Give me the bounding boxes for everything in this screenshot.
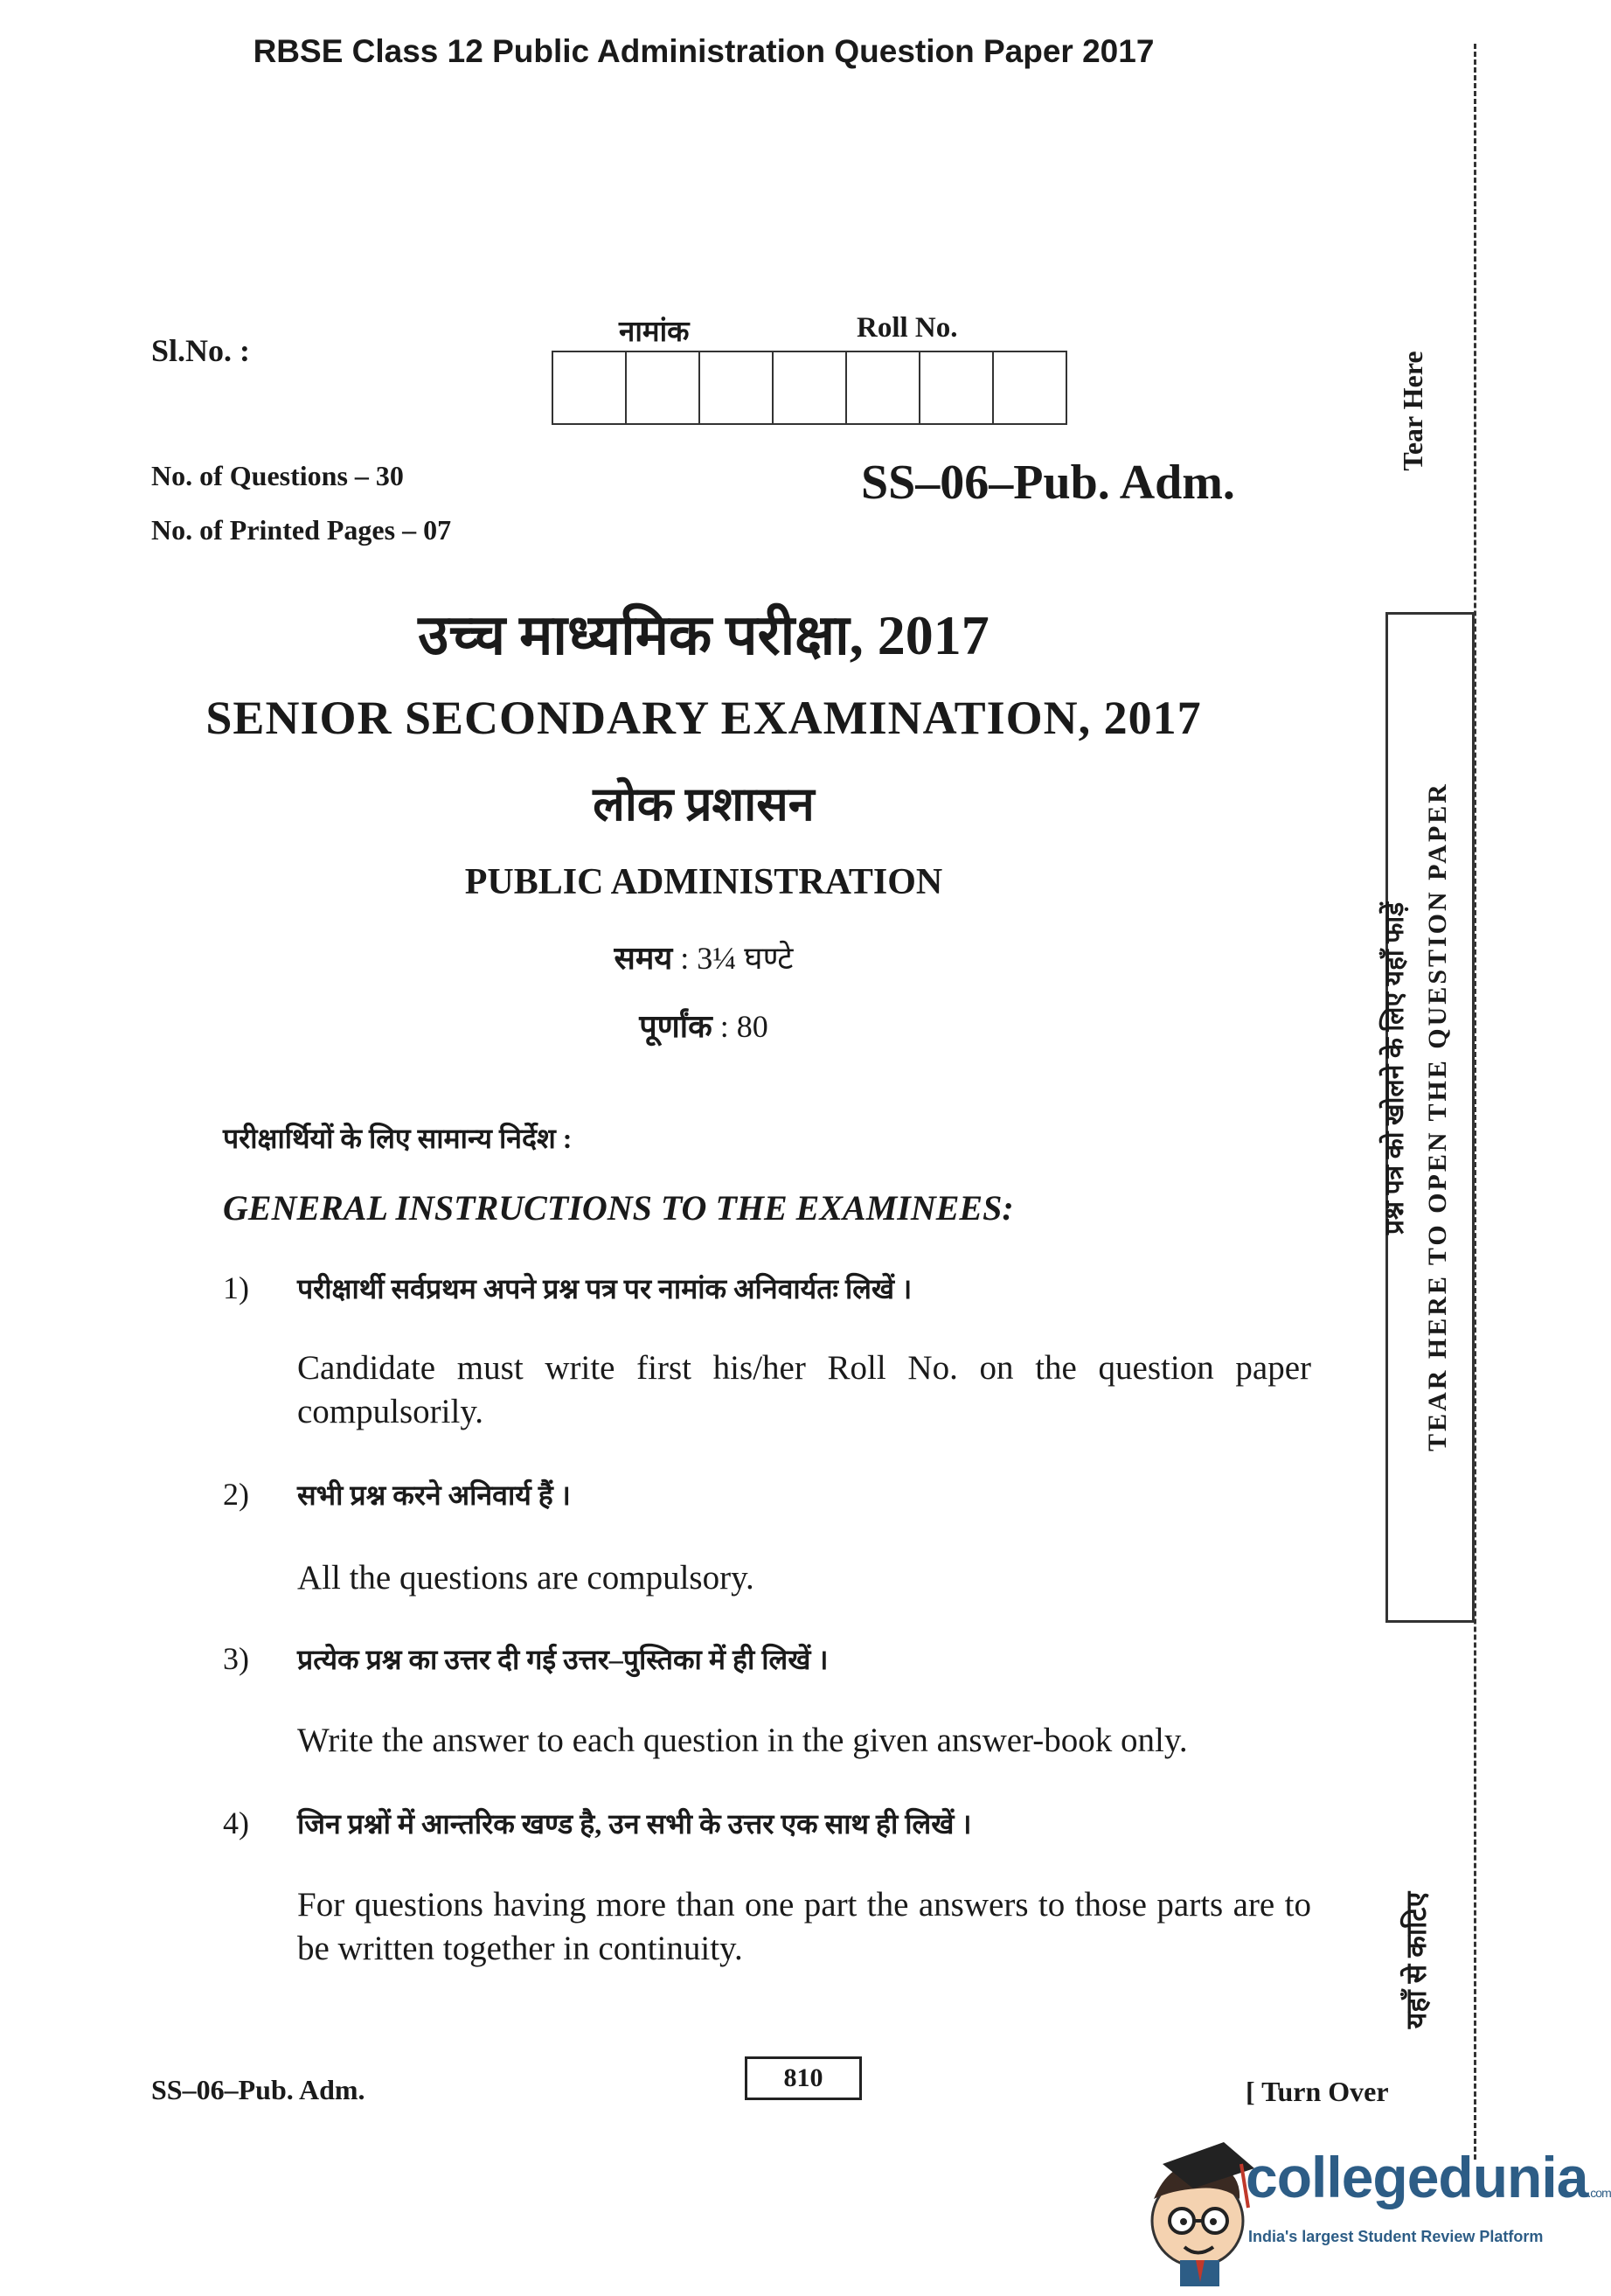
- instructions-heading-hindi: परीक्षार्थियों के लिए सामान्य निर्देश :: [223, 1123, 573, 1154]
- brand-suffix: .com: [1587, 2186, 1611, 2200]
- instruction-text-hindi: जिन प्रश्नों में आन्तरिक खण्ड है, उन सभी के उत्तर एक साथ ही लिखें ।: [297, 1808, 972, 1840]
- maximum-marks: [0, 1004, 1407, 1047]
- marks-label: पूर्णांक: [639, 1009, 712, 1044]
- brand-name-text: collegedunia: [1246, 2145, 1588, 2209]
- roll-digit-box[interactable]: [919, 351, 994, 425]
- tear-here-label: Tear Here: [1397, 351, 1428, 471]
- paper-code: SS–06–Pub. Adm.: [861, 456, 1235, 510]
- instruction-text-english: For questions having more than one part the answers to those parts are to be written together in continuity.: [297, 1886, 1311, 1967]
- page-number-box: 810: [745, 2056, 862, 2100]
- roll-digit-box[interactable]: [552, 351, 627, 425]
- footer-paper-code: SS–06–Pub. Adm.: [151, 2074, 365, 2105]
- roll-number-label-hindi: नामांक: [619, 317, 690, 348]
- instructions-heading-english: GENERAL INSTRUCTIONS TO THE EXAMINEES:: [223, 1188, 1014, 1228]
- tear-instruction-english: TEAR HERE TO OPEN THE QUESTION PAPER: [1423, 782, 1452, 1451]
- instruction-text-english: Write the answer to each question in the given answer-book only.: [297, 1722, 1188, 1759]
- roll-digit-box[interactable]: [992, 351, 1067, 425]
- number-of-pages: No. of Printed Pages – 07: [151, 514, 452, 546]
- instruction-text-hindi: प्रत्येक प्रश्न का उत्तर दी गई उत्तर–पुस्तिका में ही लिखें ।: [297, 1644, 829, 1675]
- instruction-text-hindi: परीक्षार्थी सर्वप्रथम अपने प्रश्न पत्र पर नामांक अनिवार्यतः लिखें ।: [297, 1273, 913, 1305]
- time-label: समय: [614, 941, 673, 976]
- instruction-text-hindi: सभी प्रश्न करने अनिवार्य हैं ।: [297, 1479, 571, 1511]
- cut-here-label-hindi: यहाँ से काटिए: [1400, 1891, 1432, 2029]
- subject-title-hindi: लोक प्रशासन: [593, 778, 815, 831]
- roll-digit-box[interactable]: [625, 351, 700, 425]
- serial-number-label: Sl.No. :: [151, 333, 251, 368]
- roll-digit-box[interactable]: [772, 351, 847, 425]
- document-header: RBSE Class 12 Public Administration Question Paper 2017: [253, 33, 1155, 69]
- tear-instruction-hindi: प्रश्न पत्र को खोलने के लिए यहाँ फाड़ें: [1380, 901, 1409, 1235]
- roll-digit-box[interactable]: [698, 351, 774, 425]
- number-of-questions: No. of Questions – 30: [151, 460, 404, 491]
- instruction-number: 2): [223, 1477, 249, 1512]
- instruction-text-english: All the questions are compulsory.: [297, 1559, 754, 1597]
- marks-value: : 80: [719, 1009, 768, 1044]
- roll-number-boxes[interactable]: [553, 351, 1067, 425]
- exam-title-hindi: उच्च माध्यमिक परीक्षा, 2017: [418, 604, 990, 666]
- instruction-text-english: Candidate must write first his/her Roll No. on the question paper compulsorily.: [297, 1349, 1311, 1430]
- time-allowed: [0, 936, 1407, 978]
- brand-tagline: India's largest Student Review Platform: [1248, 2228, 1544, 2245]
- roll-number-label: Roll No.: [857, 312, 958, 344]
- brand-name: [1246, 2144, 1611, 2210]
- instruction-number: 3): [223, 1641, 249, 1676]
- roll-digit-box[interactable]: [845, 351, 920, 425]
- instruction-number: 1): [223, 1270, 249, 1305]
- turn-over-label: [ Turn Over: [1246, 2076, 1389, 2107]
- time-value: : 3¼ घण्टे: [680, 941, 794, 976]
- exam-title-english: SENIOR SECONDARY EXAMINATION, 2017: [205, 692, 1202, 744]
- subject-title-english: PUBLIC ADMINISTRATION: [464, 862, 943, 902]
- instruction-number: 4): [223, 1805, 249, 1840]
